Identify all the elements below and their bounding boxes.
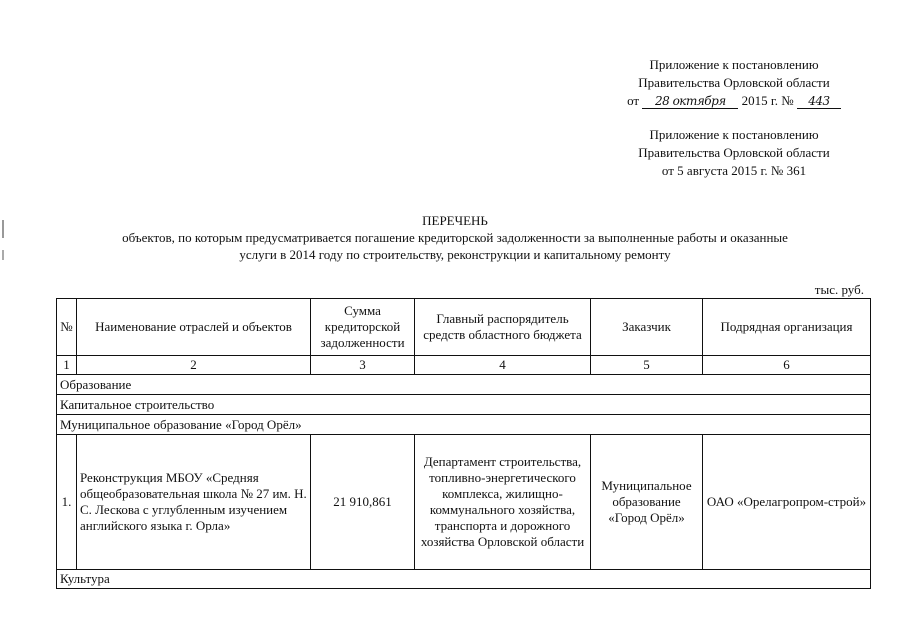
annex-from: от xyxy=(627,93,640,108)
column-index: 3 xyxy=(311,356,415,375)
annex-current xyxy=(604,56,864,110)
handwritten-date: 28 октября xyxy=(642,94,738,109)
header-contractor: Подрядная организация xyxy=(703,299,871,356)
row-num: 1. xyxy=(57,435,77,570)
document-title xyxy=(60,212,850,263)
section-municipality: Муниципальное образование «Город Орёл» xyxy=(57,415,871,435)
annex-original xyxy=(604,126,864,180)
title-line1: объектов, по которым предусматривается погашение кредиторской задолженности за выполненные работы и оказанные xyxy=(122,230,788,245)
annex-original-line1: Приложение к постановлению xyxy=(649,127,819,142)
column-index: 1 xyxy=(57,356,77,375)
section-culture: Культура xyxy=(57,570,871,589)
section-row xyxy=(57,375,871,395)
header-name: Наименование отраслей и объектов xyxy=(77,299,311,356)
scan-mark xyxy=(2,220,4,238)
section-row xyxy=(57,395,871,415)
title-heading: ПЕРЕЧЕНЬ xyxy=(422,213,488,228)
section-row xyxy=(57,415,871,435)
row-customer: Муниципальное образование «Город Орёл» xyxy=(591,435,703,570)
annex-current-line1: Приложение к постановлению xyxy=(649,57,819,72)
header-manager: Главный распорядитель средств областного бюджета xyxy=(415,299,591,356)
row-manager: Департамент строительства, топливно-энергетического комплекса, жилищно-коммунального хозяйства, транспорта и дорожного хозяйства Орловской области xyxy=(415,435,591,570)
section-capital-construction: Капитальное строительство xyxy=(57,395,871,415)
section-education: Образование xyxy=(57,375,871,395)
column-index: 2 xyxy=(77,356,311,375)
column-index: 6 xyxy=(703,356,871,375)
currency-unit: тыс. руб. xyxy=(814,282,864,297)
header-num: № xyxy=(57,299,77,356)
row-contractor: ОАО «Орелагропром-строй» xyxy=(703,435,871,570)
header-customer: Заказчик xyxy=(591,299,703,356)
annex-original-line3: от 5 августа 2015 г. № 361 xyxy=(661,163,807,178)
table-row xyxy=(57,435,871,570)
header-sum: Сумма кредиторской задолженности xyxy=(311,299,415,356)
column-index: 4 xyxy=(415,356,591,375)
row-sum: 21 910,861 xyxy=(311,435,415,570)
annex-year: 2015 г. № xyxy=(741,93,794,108)
section-row xyxy=(57,570,871,589)
handwritten-number: 443 xyxy=(797,94,841,109)
title-line2: услуги в 2014 году по строительству, реконструкции и капитальному ремонту xyxy=(239,247,671,262)
annex-current-line2: Правительства Орловской области xyxy=(638,75,830,90)
column-index-row xyxy=(57,356,871,375)
table-header-row xyxy=(57,299,871,356)
annex-original-line2: Правительства Орловской области xyxy=(638,145,830,160)
row-name: Реконструкция МБОУ «Средняя общеобразовательная школа № 27 им. Н. С. Лескова с углубленным изучением английского языка г. Орла» xyxy=(77,435,311,570)
scan-mark xyxy=(2,250,4,260)
objects-table xyxy=(56,298,871,589)
column-index: 5 xyxy=(591,356,703,375)
annex-current-line3 xyxy=(604,92,864,110)
